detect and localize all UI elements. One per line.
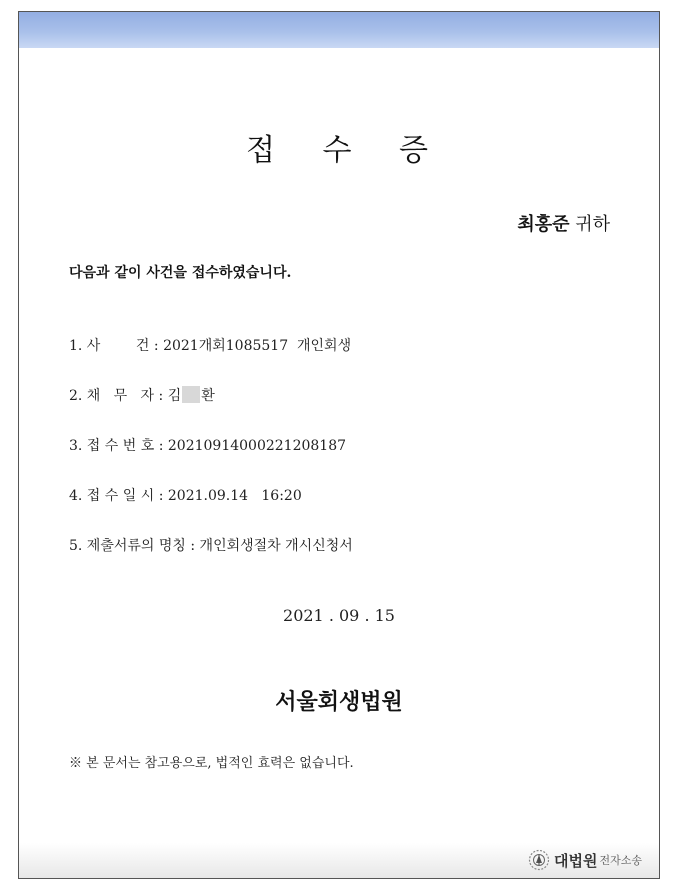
receipt-document: [18, 11, 660, 879]
recipient-name: 최홍준: [517, 214, 570, 235]
recipient-line: [517, 210, 610, 236]
item-case: [69, 335, 351, 355]
document-title: 접 수 증: [245, 133, 432, 168]
footer-band: [19, 843, 659, 878]
item-label: 5. 제출서류의 명칭 :: [69, 538, 200, 554]
item-label: 3. 접 수 번 호 :: [69, 438, 168, 454]
issue-date: 2021 . 09 . 15: [283, 606, 395, 625]
redacted-block: [182, 386, 200, 403]
logo-sub-text: 전자소송: [599, 854, 642, 867]
item-label: 2. 채 무 자 :: [69, 388, 168, 404]
item-label: 1. 사 건 :: [69, 338, 164, 354]
item-value: 개인회생절차 개시신청서: [199, 538, 353, 554]
logo-main-text: 대법원: [554, 851, 598, 870]
item-value: 20210914000221208187: [167, 438, 347, 454]
court-emblem-icon: [528, 849, 550, 871]
item-value: 2021개회1085517 개인회생: [163, 338, 352, 354]
recipient-suffix: 귀하: [569, 214, 610, 235]
court-name: 서울회생법원: [275, 689, 403, 715]
item-value: 2021.09.14 16:20: [167, 488, 302, 504]
disclaimer-notice: ※ 본 문서는 참고용으로, 법적인 효력은 없습니다.: [69, 756, 354, 771]
intro-text: 다음과 같이 사건을 접수하였습니다.: [69, 265, 292, 281]
item-receipt-datetime: [69, 485, 302, 505]
item-debtor: [69, 385, 215, 405]
item-receipt-number: [69, 435, 346, 455]
footer-logo: [528, 849, 642, 871]
debtor-name-first: 김: [167, 388, 182, 404]
item-document-name: [69, 535, 353, 555]
header-band: [19, 12, 659, 48]
item-label: 4. 접 수 일 시 :: [69, 488, 168, 504]
debtor-name-last: 환: [201, 388, 215, 404]
